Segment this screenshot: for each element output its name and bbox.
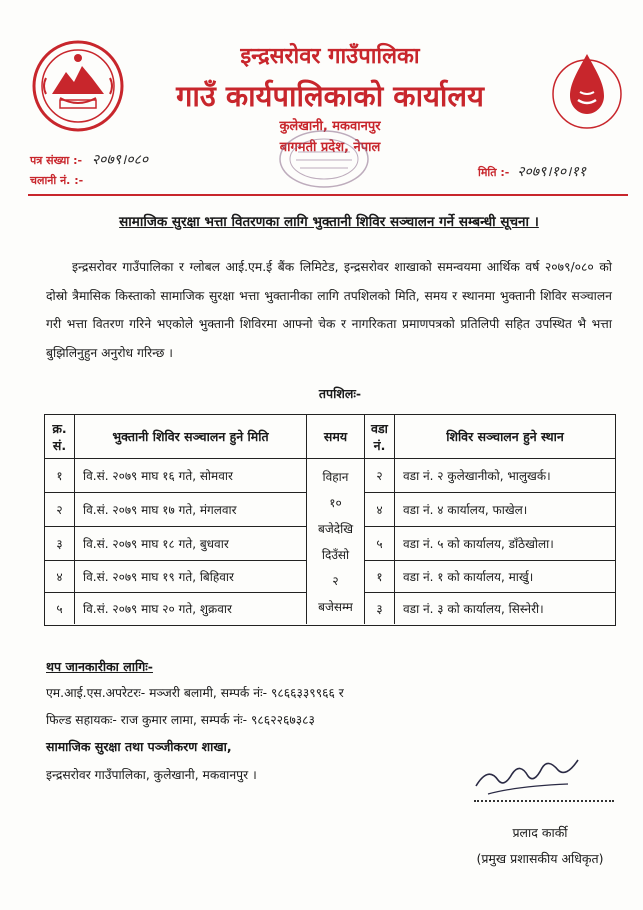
time-line-5: २ [332,574,339,589]
body-line-2: आर्थिक वर्ष २०७९/०८० को दोस्रो त्रैमासिक किस्ताको सामाजिक सुरक्षा भत्ता भुक्तानीका लागि [46,260,612,303]
row-3-ward: ५ [365,527,395,561]
address-line-2: बागमती प्रदेश, नेपाल [279,140,381,155]
time-line-6: बजेसम्म [318,600,353,615]
office-stamp-icon [276,128,372,190]
row-3-sn: ३ [45,527,75,561]
office-address: इन्द्रसरोवर गाउँपालिका, कुलेखानी, मकवानपुर । [46,768,257,782]
date-value: २०७९।१०।११ [517,164,587,180]
row-2-ward: ४ [365,493,395,527]
body-line-4: शिविरमा आफ्नो चेक र नागरिकता प्रमाणपत्रको प्रतिलिपी सहित उपस्थित भै भत्ता बुझिलिनुहुन अनुरोध [46,317,612,360]
time-line-3: बजेदेखि [317,521,354,536]
patra-sankhya-value: २०७९।०८० [91,152,149,168]
row-1-date: वि.सं. २०७९ माघ १६ गते, सोमवार [75,459,307,493]
address-line-1: कुलेखानी, मकवानपुर [279,119,381,134]
time-line-2: १० [329,495,342,510]
row-5-ward: ३ [365,593,395,624]
office-name: गाउँ कार्यपालिकाको कार्यालय [176,79,484,113]
row-4-ward: १ [365,561,395,593]
section-name: सामाजिक सुरक्षा तथा पञ्जीकरण शाखा, [46,739,232,754]
row-2-sn: २ [45,493,75,527]
body-line-5: गरिन्छ । [137,345,173,360]
signature-icon [468,746,588,798]
header-divider [28,194,628,196]
header-date: भुक्तानी शिविर सञ्चालन हुने मिति [75,415,307,459]
row-5-date: वि.सं. २०७९ माघ २० गते, शुक्रवार [75,593,307,624]
row-2-place: वडा नं. ४ कार्यालय, फाखेल। [395,493,615,527]
more-info-heading: थप जानकारीका लागिः- [46,659,153,674]
tapsil-label: तपशिलः- [318,386,362,401]
date-row [478,162,586,181]
row-4-place: वडा नं. १ को कार्यालय, मार्खु। [395,561,615,593]
row-3-place: वडा नं. ५ को कार्यालय, डाँठेखोला। [395,527,615,561]
notice-body [46,253,612,367]
row-4-sn: ४ [45,561,75,593]
signature-line [474,800,614,802]
row-5-place: वडा नं. ३ को कार्यालय, सिस्नेरी। [403,602,544,616]
date-label: मिति :- [478,166,510,179]
chalani-row [30,172,89,188]
schedule-table [44,414,616,626]
row-4-date: वि.सं. २०७९ माघ १९ गते, बिहिवार [75,561,307,593]
body-line-3: तपशिलको मिति, समय र स्थानमा भुक्तानी शिविर सञ्चालन गरी भत्ता वितरण गरिने भएकोले भुक्तानी [46,288,612,332]
org-name: इन्द्रसरोवर गाउँपालिका [240,44,420,69]
signatory-name: प्रलाद कार्की [512,825,568,840]
header-place: शिविर सञ्चालन हुने स्थान [395,415,615,459]
row-2-date: वि.सं. २०७९ माघ १७ गते, मंगलवार [75,493,307,527]
row-5-sn: ५ [45,593,75,624]
row-1-sn: १ [45,459,75,493]
time-merged-cell [307,459,365,624]
contact-field-assistant: फिल्ड सहायकः- राज कुमार लामा, सम्पर्क नंः- ९८६२२६७३८३ [46,713,315,727]
body-line-1: इन्द्रसरोवर गाउँपालिका र ग्लोबल आई.एम.ई बैंक लिमिटेड, इन्द्रसरोवर शाखाको समन्वयमा [72,260,482,274]
patra-sankhya-label: पत्र संख्या :- [30,154,83,167]
row-1-place: वडा नं. २ कुलेखानीको, भालुखर्क। [395,459,615,493]
row-1-ward: २ [365,459,395,493]
contact-mis-operator: एम.आई.एस.अपरेटरः- मञ्जरी बलामी, सम्पर्क नंः- ९८६६३३९९६६ र [46,686,344,700]
header-time: समय [307,415,365,459]
header-sn: क्र. सं. [45,415,75,459]
signatory-title: (प्रमुख प्रशासकीय अधिकृत) [476,851,604,866]
municipality-logo-icon [548,44,626,132]
patra-sankhya-row [30,150,148,169]
header-ward: वडा नं. [365,415,395,459]
notice-subject: सामाजिक सुरक्षा भत्ता वितरणका लागि भुक्तानी शिविर सञ्चालन गर्ने सम्बन्धी सूचना । [119,214,539,230]
time-line-1: विहान [322,469,349,484]
row-3-date: वि.सं. २०७९ माघ १८ गते, बुधवार [75,527,307,561]
chalani-label: चलानी नं. :- [30,174,84,187]
time-line-4: दिउँसो [321,548,350,563]
